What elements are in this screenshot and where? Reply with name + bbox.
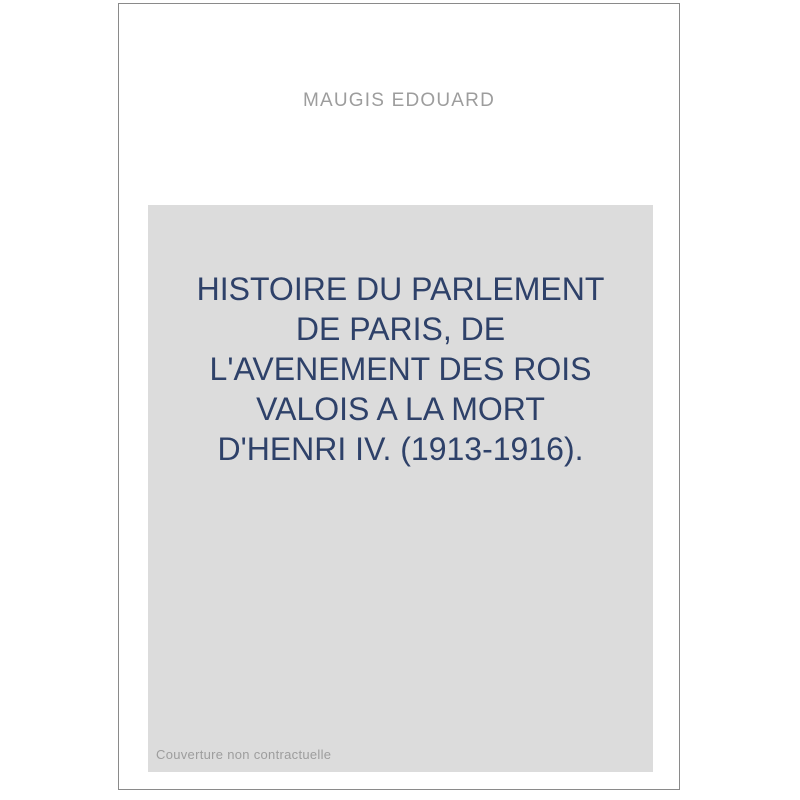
book-title-line-1: HISTOIRE DU PARLEMENT bbox=[196, 271, 605, 307]
book-title-line-3: L'AVENEMENT DES ROIS bbox=[209, 351, 592, 387]
book-title-line-4: VALOIS A LA MORT bbox=[256, 391, 545, 427]
book-cover-page bbox=[118, 3, 680, 790]
book-title bbox=[148, 205, 653, 469]
cover-disclaimer: Couverture non contractuelle bbox=[156, 747, 332, 762]
author-name: MAUGIS EDOUARD bbox=[302, 90, 496, 111]
cover-placeholder-box bbox=[148, 205, 653, 772]
book-title-line-2: DE PARIS, DE bbox=[295, 311, 506, 347]
book-title-line-5: D'HENRI IV. (1913-1916). bbox=[217, 431, 584, 467]
